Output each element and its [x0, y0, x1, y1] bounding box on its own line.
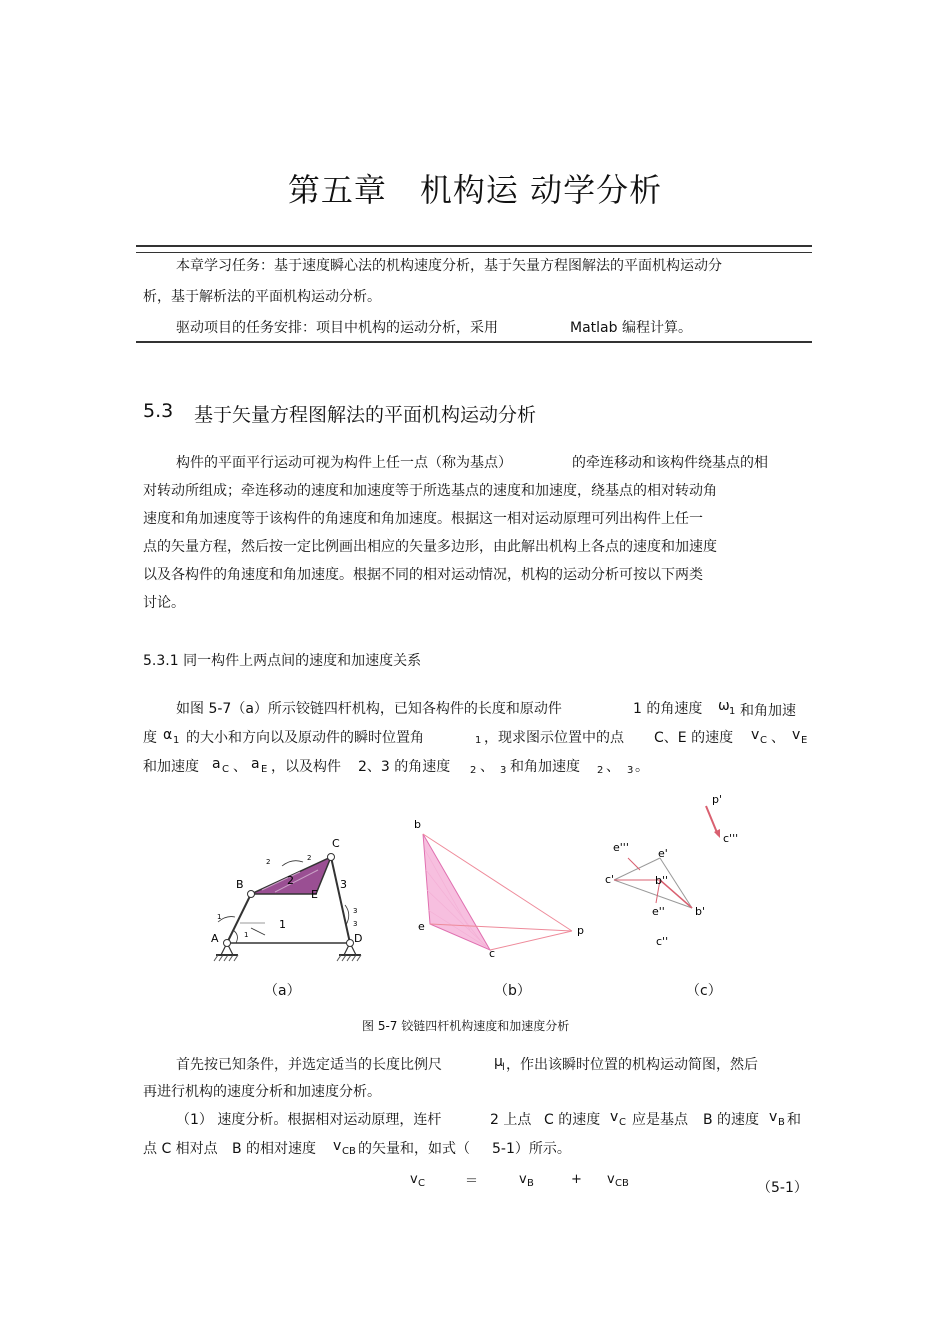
para4-line2a: 点 C 相对点: [143, 1141, 218, 1157]
para4-line1d: 应是基点: [632, 1112, 688, 1128]
comma-2: 、: [233, 759, 247, 775]
subfig-c-label: （c）: [686, 983, 722, 999]
label-alpha3: 3: [353, 920, 358, 928]
para1-line2: 对转动所组成；牵连移动的速度和加速度等于所选基点的速度和加速度，绕基点的相对转动角: [143, 483, 717, 499]
para4-vB-symbol: v: [769, 1109, 778, 1125]
chapter-title: 第五章 机构运 动学分析: [287, 171, 663, 209]
label-e: e: [418, 920, 425, 933]
para4-line1c: C 的速度: [544, 1112, 601, 1128]
intro-task-line2: 析，基于解析法的平面机构运动分析。: [143, 289, 381, 305]
para4-line1b: 2 上点: [490, 1112, 532, 1128]
label-p: p: [577, 924, 584, 937]
intro-project-a: 驱动项目的任务安排：项目中机构的运动分析，采用: [176, 320, 498, 336]
label-phi1: 1: [244, 931, 249, 939]
comma-3: 、: [480, 759, 494, 775]
para1-line4: 点的矢量方程，然后按一定比例画出相应的矢量多边形，由此解出机构上各点的速度和加速度: [143, 539, 717, 555]
para4-vC-symbol: v: [610, 1109, 619, 1125]
comma-1: 、: [771, 730, 785, 746]
para4-line1a: （1） 速度分析。根据相对运动原理，连杆: [176, 1112, 442, 1128]
aE-symbol: a: [251, 756, 260, 772]
intro-task-line1: 本章学习任务：基于速度瞬心法的机构速度分析，基于矢量方程图解法的平面机构运动分: [176, 258, 722, 274]
section-number: 5.3: [143, 400, 174, 422]
para2-line3c: 2、3 的角速度: [358, 759, 451, 775]
para4-vC-subscript: C: [619, 1117, 626, 1128]
label-omega3: 3: [353, 907, 358, 915]
subfig-a-label: （a）: [264, 983, 301, 999]
figure-5-7: [0, 780, 950, 1010]
eq-plus: +: [571, 1172, 582, 1187]
alpha-symbol: α: [163, 727, 173, 743]
figure-a-mechanism: [211, 837, 362, 961]
para4-line2b: B 的相对速度: [232, 1141, 317, 1157]
figure-b-velocity-polygon: [414, 818, 584, 960]
label-C: C: [332, 837, 340, 850]
para2-line1c: 和角加速: [740, 703, 796, 719]
para4-line2d: 5-1）所示。: [492, 1141, 571, 1157]
label-E: E: [311, 888, 318, 901]
alpha3-subscript: 3: [627, 765, 634, 776]
eq-number: （5-1）: [757, 1180, 808, 1196]
aC-subscript: C: [222, 764, 229, 775]
para4-vCB-symbol: v: [333, 1138, 342, 1154]
para3-line2: 再进行机构的速度分析和加速度分析。: [143, 1084, 381, 1100]
label-c-prime: c': [605, 873, 615, 886]
label-b-prime: b': [695, 905, 706, 918]
para1-line3: 速度和角加速度等于该构件的角速度和角加速度。根据这一相对运动原理可列出构件上任一: [143, 511, 703, 527]
subfig-b-label: （b）: [494, 983, 531, 999]
eq-lhs-subscript: C: [418, 1178, 425, 1189]
para2-line2a: 度: [143, 730, 157, 746]
eq-lhs: v: [410, 1172, 418, 1187]
label-e-triple-prime: e''': [613, 841, 629, 854]
para2-line1a: 如图 5-7（a）所示铰链四杆机构，已知各构件的长度和原动件: [176, 701, 562, 717]
para2-line3d: 和角加速度: [510, 759, 580, 775]
subsection-title: 5.3.1 同一构件上两点间的速度和加速度关系: [143, 653, 422, 669]
figure-caption: 图 5-7 铰链四杆机构速度和加速度分析: [362, 1019, 570, 1033]
label-c-triple-prime: c''': [723, 832, 739, 845]
para4-line2c: 的矢量和，如式（: [358, 1141, 470, 1157]
para1-line5: 以及各构件的角速度和角加速度。根据不同的相对运动情况，机构的运动分析可按以下两类: [143, 567, 703, 583]
para4-vCB-subscript: CB: [342, 1146, 356, 1157]
vE-subscript: E: [801, 735, 808, 746]
para4-line1e: B 的速度: [703, 1112, 760, 1128]
eq-term2: v: [607, 1172, 615, 1187]
aC-symbol: a: [212, 756, 221, 772]
label-p-prime: p': [712, 793, 723, 806]
para1-line1a: 构件的平面平行运动可视为构件上任一点（称为基点）: [176, 455, 512, 471]
mu-symbol: μ: [494, 1054, 503, 1070]
label-D: D: [354, 932, 363, 945]
label-omega1: 1: [217, 913, 222, 921]
aE-subscript: E: [261, 764, 268, 775]
omega3-subscript: 3: [500, 765, 507, 776]
eq-term2-subscript: CB: [615, 1178, 629, 1189]
label-e-prime: e': [658, 847, 668, 860]
para2-line1b: 1 的角速度: [633, 701, 703, 717]
section-title: 基于矢量方程图解法的平面机构运动分析: [194, 404, 537, 426]
para4-line1f: 和: [787, 1112, 801, 1128]
para3-line1a: 首先按已知条件，并选定适当的长度比例尺: [176, 1057, 442, 1073]
intro-project-b: Matlab 编程计算。: [570, 320, 692, 336]
omega-symbol: ω: [718, 698, 730, 714]
alpha-subscript: 1: [173, 735, 180, 746]
para1-line1b: 的牵连移动和该构件绕基点的相: [572, 455, 768, 471]
label-e-double-prime: e'': [652, 905, 665, 918]
label-c: c: [489, 947, 496, 960]
para4-vB-subscript: B: [778, 1117, 785, 1128]
label-B: B: [236, 878, 244, 891]
eq-equals: ＝: [465, 1174, 479, 1189]
label-b-double-prime: b'': [655, 874, 669, 887]
label-omega2: 2: [266, 858, 271, 866]
mu-subscript: l: [502, 1062, 505, 1073]
phi-subscript: 1: [475, 735, 482, 746]
eq-term1: v: [519, 1172, 527, 1187]
alpha2-subscript: 2: [597, 765, 604, 776]
label-A: A: [211, 932, 219, 945]
para2-line2e: C、E 的速度: [654, 730, 734, 746]
eq-term1-subscript: B: [527, 1178, 534, 1189]
para2-period: 。: [635, 759, 649, 775]
para2-line2d: ，现求图示位置中的点: [484, 730, 624, 746]
vC-symbol: v: [751, 727, 760, 743]
label-b: b: [414, 818, 421, 831]
label-c-double-prime: c'': [656, 935, 669, 948]
para2-line2b: 的大小和方向以及原动件的瞬时位置角: [186, 730, 424, 746]
para2-line3a: 和加速度: [143, 759, 199, 775]
omega2-subscript: 2: [470, 765, 477, 776]
bottom-rule: [136, 341, 812, 343]
label-link-1: 1: [279, 918, 286, 931]
label-link-3: 3: [340, 878, 347, 891]
comma-4: 、: [606, 759, 620, 775]
figure-c-acceleration-polygon: [605, 793, 738, 948]
vE-symbol: v: [792, 727, 801, 743]
label-alpha2: 2: [307, 854, 312, 862]
label-link-2: 2: [287, 874, 294, 887]
para3-line1b: ，作出该瞬时位置的机构运动简图，然后: [506, 1057, 758, 1073]
top-double-rule: [136, 245, 812, 253]
para2-line3b: ，以及构件: [271, 759, 341, 775]
para1-line6: 讨论。: [143, 595, 185, 611]
omega-subscript: 1: [729, 706, 736, 717]
vC-subscript: C: [760, 735, 767, 746]
